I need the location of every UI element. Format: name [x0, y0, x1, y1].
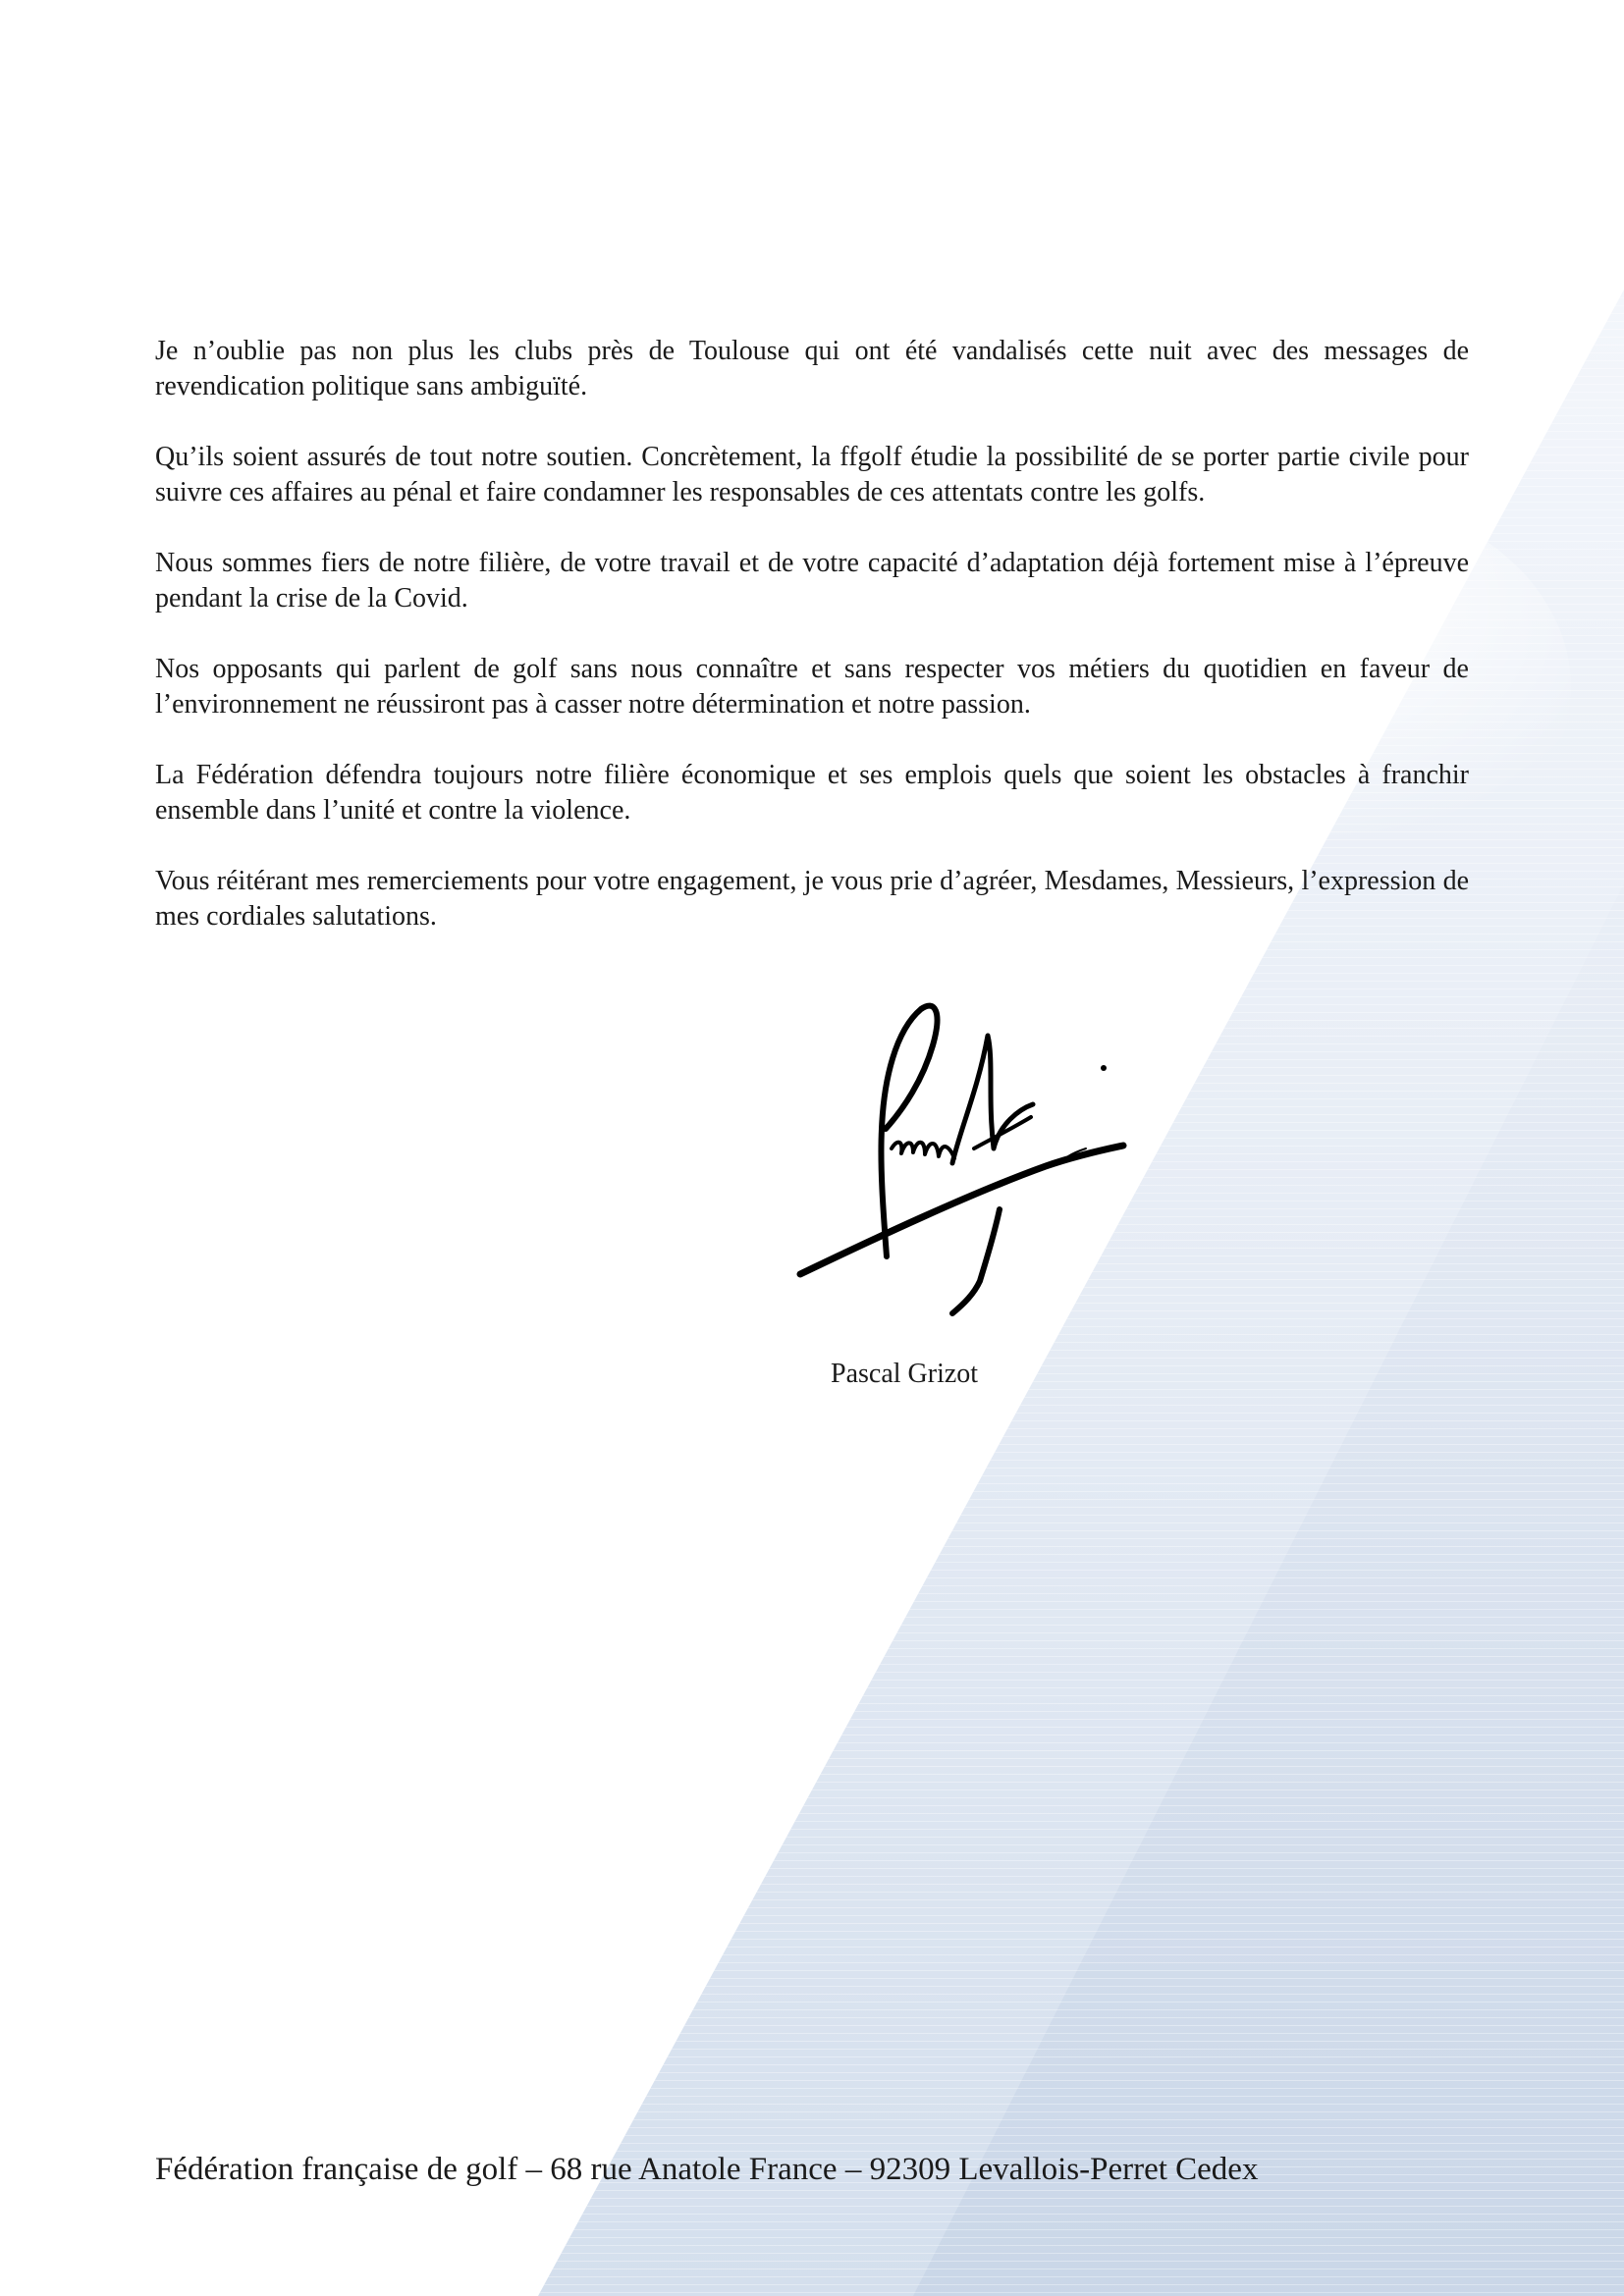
signature-dot [1101, 1065, 1107, 1071]
paragraph: Nous sommes fiers de notre filière, de votre travail et de votre capacité d’adaptation déjà fortement mise à l’épreuve pendant la crise de la Covid. [155, 548, 1469, 614]
signature-stroke [881, 1006, 937, 1256]
signature-stroke [974, 1117, 1031, 1148]
paragraph: La Fédération défendra toujours notre filière économique et ses emplois quels que soient les obstacles à franchir ensemble dans l’unité et contre la violence. [155, 760, 1469, 826]
signature-stroke [800, 1146, 1123, 1274]
paragraph: Qu’ils soient assurés de tout notre soutien. Concrètement, la ffgolf étudie la possibilité de se porter partie civile pour suivre ces affaires au pénal et faire condamner les responsables de ces attentats contre les golfs. [155, 442, 1469, 507]
signer-name: Pascal Grizot [831, 1359, 979, 1389]
letter-body [155, 334, 1469, 970]
handwritten-signature [785, 991, 1139, 1325]
paragraph: Vous réitérant mes remerciements pour votre engagement, je vous prie d’agréer, Mesdames, Messieurs, l’expression de mes cordiales salutations. [155, 866, 1469, 932]
paragraph: Je n’oublie pas non plus les clubs près de Toulouse qui ont été vandalisés cette nuit avec des messages de revendication politique sans ambiguïté. [155, 336, 1469, 401]
signature-stroke [892, 1143, 954, 1158]
signature-stroke [952, 1036, 1033, 1163]
paragraph: Nos opposants qui parlent de golf sans nous connaître et sans respecter vos métiers du quotidien en faveur de l’environnement ne réussiront pas à casser notre détermination et notre passion. [155, 654, 1469, 720]
footer-address: Fédération française de golf – 68 rue Anatole France – 92309 Levallois-Perret Cedex [155, 2152, 1259, 2187]
signature-stroke [952, 1209, 1000, 1313]
